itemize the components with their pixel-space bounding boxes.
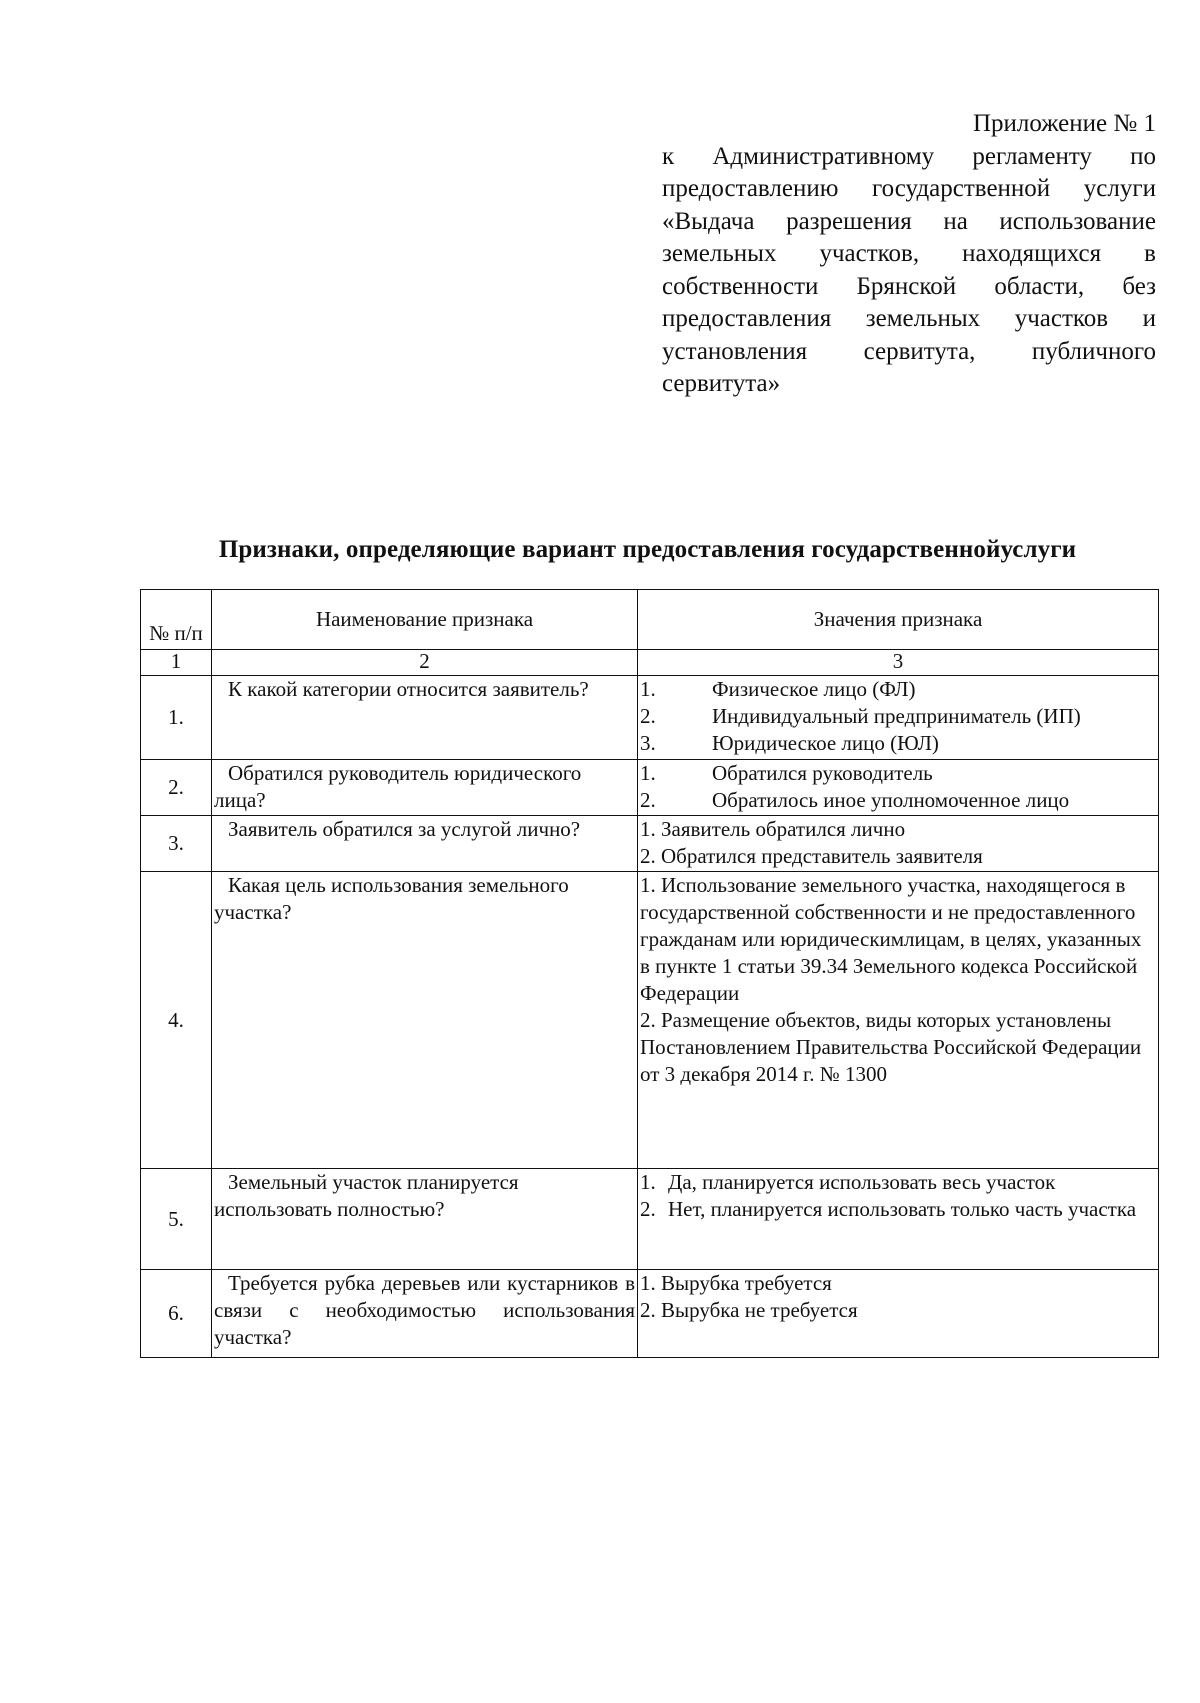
table-row xyxy=(141,1270,1159,1358)
list-text: Обратилось иное уполномоченное лицо xyxy=(712,788,1070,812)
header-values: Значения признака xyxy=(638,590,1159,650)
row-question: Какая цель использования земельного участка? xyxy=(212,872,638,1169)
row-values xyxy=(638,760,1159,816)
table-row xyxy=(141,676,1159,760)
list-marker: 3. xyxy=(640,731,656,755)
list-marker: 1. xyxy=(640,1170,656,1194)
annex-block xyxy=(662,108,1156,401)
row-question: Обратился руководитель юридического лица? xyxy=(212,760,638,816)
list-item: 2. Вырубка не требуется xyxy=(640,1298,858,1322)
list-text: Да, планируется использовать весь участок xyxy=(668,1170,1056,1194)
list-item: 2. Обратился представитель заявителя xyxy=(640,844,983,868)
row-values xyxy=(638,816,1159,872)
list-marker: 1. xyxy=(640,761,656,785)
table-row xyxy=(141,816,1159,872)
signs-table xyxy=(140,589,1159,1358)
header-number: № п/п xyxy=(141,590,212,650)
list-item xyxy=(640,1169,1156,1196)
row-question: Земельный участок планируется использовать полностью? xyxy=(212,1169,638,1270)
list-marker: 2. xyxy=(640,704,656,728)
list-text: Индивидуальный предприниматель (ИП) xyxy=(712,704,1081,728)
list-item xyxy=(640,1196,1156,1223)
row-question: К какой категории относится заявитель? xyxy=(212,676,638,760)
list-text: Юридическое лицо (ЮЛ) xyxy=(712,731,939,755)
row-values xyxy=(638,676,1159,760)
row-values xyxy=(638,1270,1159,1358)
column-number: 2 xyxy=(212,650,638,676)
row-values xyxy=(638,1169,1159,1270)
list-item: 1. Вырубка требуется xyxy=(640,1271,832,1295)
table-row xyxy=(141,1169,1159,1270)
column-number-row xyxy=(141,650,1159,676)
row-number: 6. xyxy=(141,1270,212,1358)
row-question: Заявитель обратился за услугой лично? xyxy=(212,816,638,872)
list-item xyxy=(640,703,1156,730)
list-item: 2. Размещение объектов, виды которых установлены Постановлением Правительства Российской Федерации от 3 декабря 2014 г. № 1300 xyxy=(640,1008,1142,1086)
list-marker: 2. xyxy=(640,788,656,812)
list-text: Нет, планируется использовать только часть участка xyxy=(668,1197,1137,1221)
column-number: 1 xyxy=(141,650,212,676)
row-number: 5. xyxy=(141,1169,212,1270)
annex-text: к Административному регламенту по предоставлению государственной услуги «Выдача разрешения на использование земельных участков, находящихся в собственности Брянской области, без предоставления земельных участков и установления сервитута, публичного сервитута» xyxy=(662,142,1156,397)
list-item: 1. Заявитель обратился лично xyxy=(640,817,906,841)
row-question: Требуется рубка деревьев или кустарников в связи с необходимостью использования участка? xyxy=(212,1270,638,1358)
table-header-row xyxy=(141,590,1159,650)
annex-number: Приложение № 1 xyxy=(972,110,1156,137)
list-item xyxy=(640,787,1156,814)
list-item xyxy=(640,730,1156,757)
row-number: 3. xyxy=(141,816,212,872)
column-number: 3 xyxy=(638,650,1159,676)
row-values xyxy=(638,872,1159,1169)
list-item xyxy=(640,676,1156,703)
list-item xyxy=(640,760,1156,787)
list-text: Физическое лицо (ФЛ) xyxy=(712,677,916,701)
header-name: Наименование признака xyxy=(212,590,638,650)
row-number: 1. xyxy=(141,676,212,760)
document-title: Признаки, определяющие вариант предоставления государственнойуслуги xyxy=(218,536,1077,563)
table-row xyxy=(141,760,1159,816)
list-item: 1. Использование земельного участка, находящегося в государственной собственности и не предоставленного гражданам или юридическимлицам, в целях, указанных в пункте 1 статьи 39.34 Земельного кодекса Российской Федерации xyxy=(640,873,1142,1005)
list-marker: 2. xyxy=(640,1197,656,1221)
list-text: Обратился руководитель xyxy=(712,761,933,785)
row-number: 4. xyxy=(141,872,212,1169)
table-row xyxy=(141,872,1159,1169)
row-number: 2. xyxy=(141,760,212,816)
list-marker: 1. xyxy=(640,677,656,701)
